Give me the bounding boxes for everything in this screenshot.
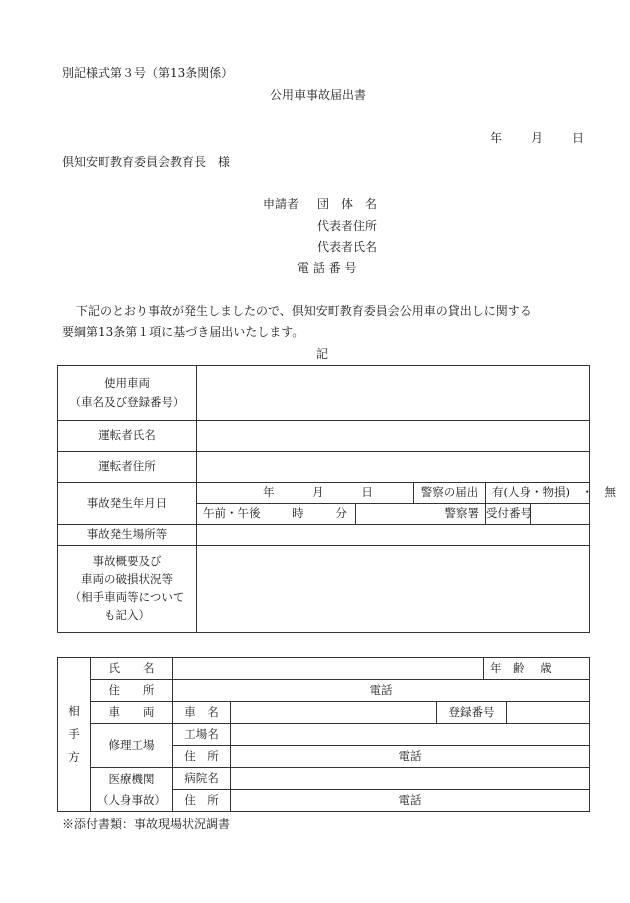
reg-number-label: 登録番号 xyxy=(437,702,507,724)
summary-label-line1: 事故概要及び xyxy=(92,554,162,569)
side-char-3: 方 xyxy=(68,750,80,765)
ampm: 午前・午後 xyxy=(203,506,261,521)
other-party-table xyxy=(57,657,590,812)
reg-number-field[interactable] xyxy=(507,702,590,724)
medical-label xyxy=(91,768,173,812)
age-unit: 歳 xyxy=(540,660,552,675)
ki-heading: 記 xyxy=(316,347,329,361)
age-label: 年 齢 xyxy=(490,660,525,675)
vehicle-label-line2: （車名及び登録番号） xyxy=(69,395,185,409)
receipt-number-label: 受付番号 xyxy=(486,504,531,525)
name-field[interactable] xyxy=(173,658,484,680)
hospital-name-field[interactable] xyxy=(231,768,590,790)
accident-date-label: 事故発生年月日 xyxy=(58,483,197,525)
date-month: 月 xyxy=(531,131,544,145)
accident-place-label: 事故発生場所等 xyxy=(58,525,197,546)
factory-address-label: 住 所 xyxy=(173,746,231,768)
medical-label-line2: （人身事故） xyxy=(97,792,166,807)
side-char-2: 手 xyxy=(68,726,80,741)
accident-details-table xyxy=(57,365,616,633)
police-report-status[interactable]: 有(人身・物損) ・ 無 xyxy=(486,483,590,504)
car-name-field[interactable] xyxy=(231,702,437,724)
driver-address-label: 運転者住所 xyxy=(58,452,197,483)
car-name-label: 車 名 xyxy=(173,702,231,724)
side-char-1: 相 xyxy=(68,703,80,718)
accident-date-field[interactable] xyxy=(197,483,414,504)
address-phone-field[interactable]: 電話 xyxy=(173,680,590,702)
minute: 分 xyxy=(335,506,347,521)
footer-note: ※添付書類：事故現場状況調書 xyxy=(62,817,231,831)
applicant-prefix: 申請者 xyxy=(263,197,300,211)
police-report-label: 警察の届出 xyxy=(414,483,486,504)
summary-label-line3: （相手車両等について xyxy=(69,590,185,604)
factory-name-label: 工場名 xyxy=(173,724,231,746)
vehicle-label: 車 両 xyxy=(91,702,173,724)
medical-label-line1: 医療機関 xyxy=(108,771,155,786)
name-label: 氏 名 xyxy=(91,658,173,680)
summary-field[interactable] xyxy=(197,546,590,633)
date-year: 年 xyxy=(490,131,503,145)
accident-day: 日 xyxy=(361,485,373,500)
repair-shop-label: 修理工場 xyxy=(91,724,173,768)
accident-year: 年 xyxy=(263,485,275,500)
applicant-org-name: 団 体 名 xyxy=(317,197,378,211)
vehicle-label-line1: 使用車両 xyxy=(104,375,150,390)
body-line-1: 下記のとおり事故が発生しましたので、倶知安町教育委員会公用車の貸出しに関する xyxy=(76,304,532,318)
summary-label-line4: も記入） xyxy=(104,607,150,622)
factory-name-field[interactable] xyxy=(231,724,590,746)
applicant-phone: 電 話 番 号 xyxy=(297,261,357,275)
hour: 時 xyxy=(292,506,304,521)
police-station-field[interactable]: 警察署 xyxy=(356,504,486,525)
summary-label xyxy=(58,546,197,633)
accident-place-field[interactable] xyxy=(197,525,590,546)
form-number: 別記様式第３号（第13条関係） xyxy=(62,66,234,80)
hospital-address-field[interactable]: 電話 xyxy=(231,790,590,812)
applicant-rep-name: 代表者氏名 xyxy=(317,240,378,254)
body-line-2: 要綱第13条第１項に基づき届出いたします。 xyxy=(62,325,305,339)
date-day: 日 xyxy=(572,131,585,145)
vehicle-label xyxy=(58,366,197,421)
address-label: 住 所 xyxy=(91,680,173,702)
summary-label-line2: 車両の破損状況等 xyxy=(81,572,173,587)
document-title: 公用車事故届出書 xyxy=(270,88,367,102)
accident-time-field[interactable] xyxy=(197,504,356,525)
age-field[interactable] xyxy=(484,658,590,680)
vehicle-field[interactable] xyxy=(197,366,590,421)
factory-address-field[interactable]: 電話 xyxy=(231,746,590,768)
hospital-name-label: 病院名 xyxy=(173,768,231,790)
other-party-side-label xyxy=(58,658,91,812)
driver-name-field[interactable] xyxy=(197,421,590,452)
driver-name-label: 運転者氏名 xyxy=(58,421,197,452)
receipt-number-field[interactable] xyxy=(531,504,590,525)
applicant-rep-address: 代表者住所 xyxy=(317,219,378,233)
hospital-address-label: 住 所 xyxy=(173,790,231,812)
addressee: 倶知安町教育委員会教育長 様 xyxy=(62,155,231,169)
accident-month: 月 xyxy=(312,485,324,500)
driver-address-field[interactable] xyxy=(197,452,590,483)
